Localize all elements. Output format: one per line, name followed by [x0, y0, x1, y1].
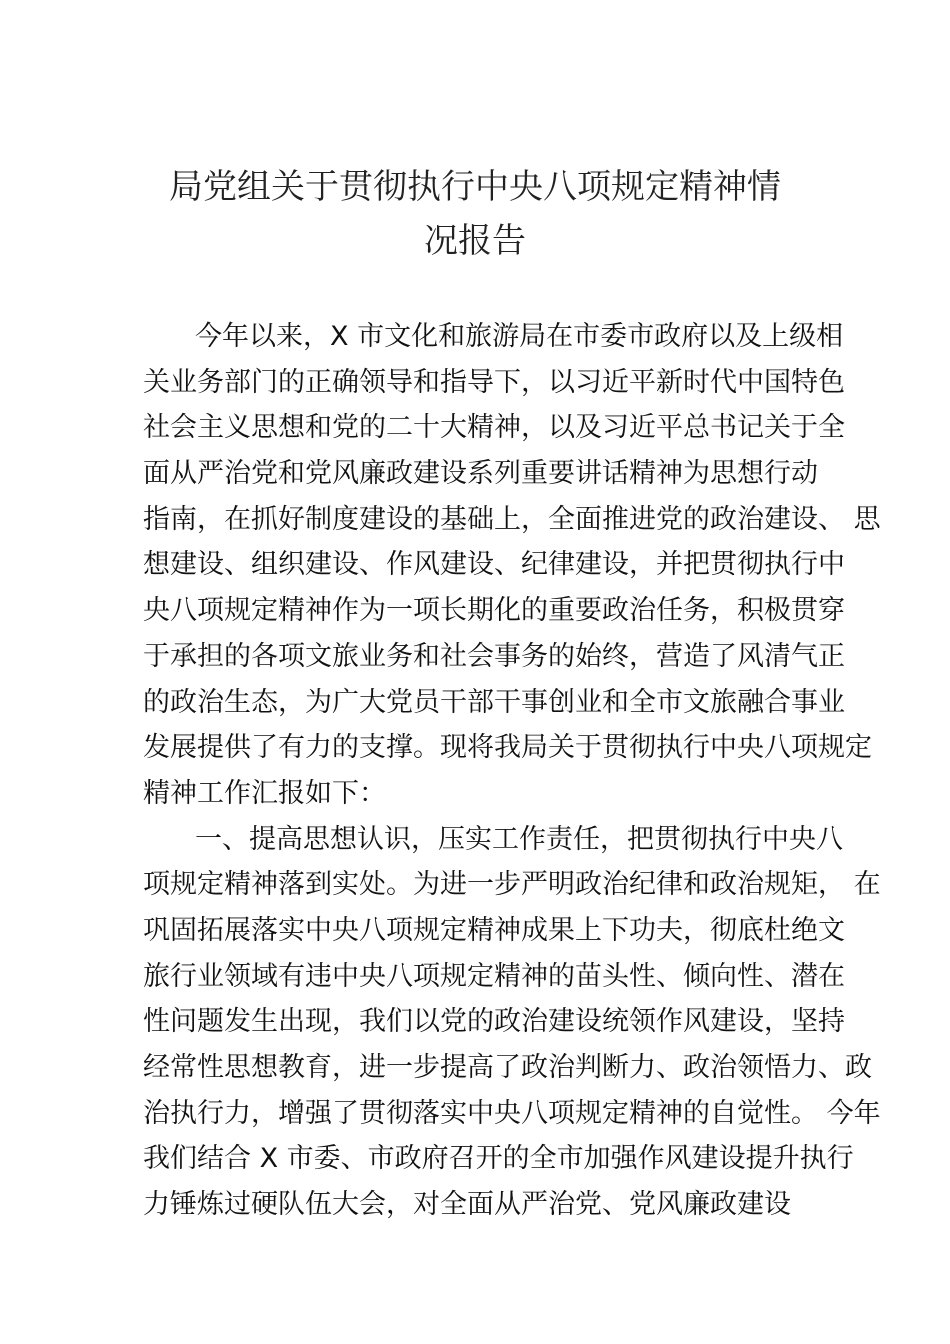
body-line: 关业务部门的正确领导和指导下，以习近平新时代中国特色 — [143, 366, 845, 398]
body-line: 今年以来，X 市文化和旅游局在市委市政府以及上级相 — [195, 321, 844, 352]
body-line: 经常性思想教育，进一步提高了政治判断力、政治领悟力、政 — [143, 1052, 872, 1083]
body-line: 社会主义思想和党的二十大精神，以及习近平总书记关于全 — [143, 412, 845, 444]
section-heading-line: 一、提高思想认识，压实工作责任，把贯彻执行中央八 — [195, 823, 843, 855]
document-title — [0, 160, 950, 268]
body-line: 性问题发生出现，我们以党的政治建设统领作风建设，坚持 — [143, 1006, 845, 1038]
title-line-2: 况报告 — [424, 221, 526, 261]
body-line: 的政治生态，为广大党员干部干事创业和全市文旅融合事业 — [143, 686, 845, 718]
body-line: 面从严治党和党风廉政建设系列重要讲话精神为思想行动 — [143, 458, 818, 490]
body-line: 我们结合 X 市委、市政府召开的全市加强作风建设提升执行 — [143, 1143, 854, 1175]
title-line-1: 局党组关于贯彻执行中央八项规定精神情 — [169, 167, 781, 207]
body-line: 于承担的各项文旅业务和社会事务的始终，营造了风清气正 — [143, 640, 845, 672]
body-line: 发展提供了有力的支撑。现将我局关于贯彻执行中央八项规定 — [143, 732, 872, 764]
body-line: 精神工作汇报如下： — [143, 777, 386, 809]
body-line: 央八项规定精神作为一项长期化的重要政治任务，积极贯穿 — [143, 595, 845, 627]
body-line: 巩固拓展落实中央八项规定精神成果上下功夫，彻底杜绝文 — [143, 914, 845, 946]
document-body — [143, 314, 881, 1228]
body-line: 项规定精神落到实处。为进一步严明政治纪律和政治规矩， 在 — [143, 869, 881, 901]
body-line: 想建设、组织建设、作风建设、纪律建设，并把贯彻执行中 — [143, 549, 845, 581]
body-line: 力锤炼过硬队伍大会，对全面从严治党、党风廉政建设 — [143, 1189, 791, 1221]
body-line: 指南，在抓好制度建设的基础上，全面推进党的政治建设、 思 — [143, 503, 881, 535]
body-line: 治执行力，增强了贯彻落实中央八项规定精神的自觉性。 今年 — [143, 1097, 881, 1129]
body-line: 旅行业领域有违中央八项规定精神的苗头性、倾向性、潜在 — [143, 960, 845, 992]
